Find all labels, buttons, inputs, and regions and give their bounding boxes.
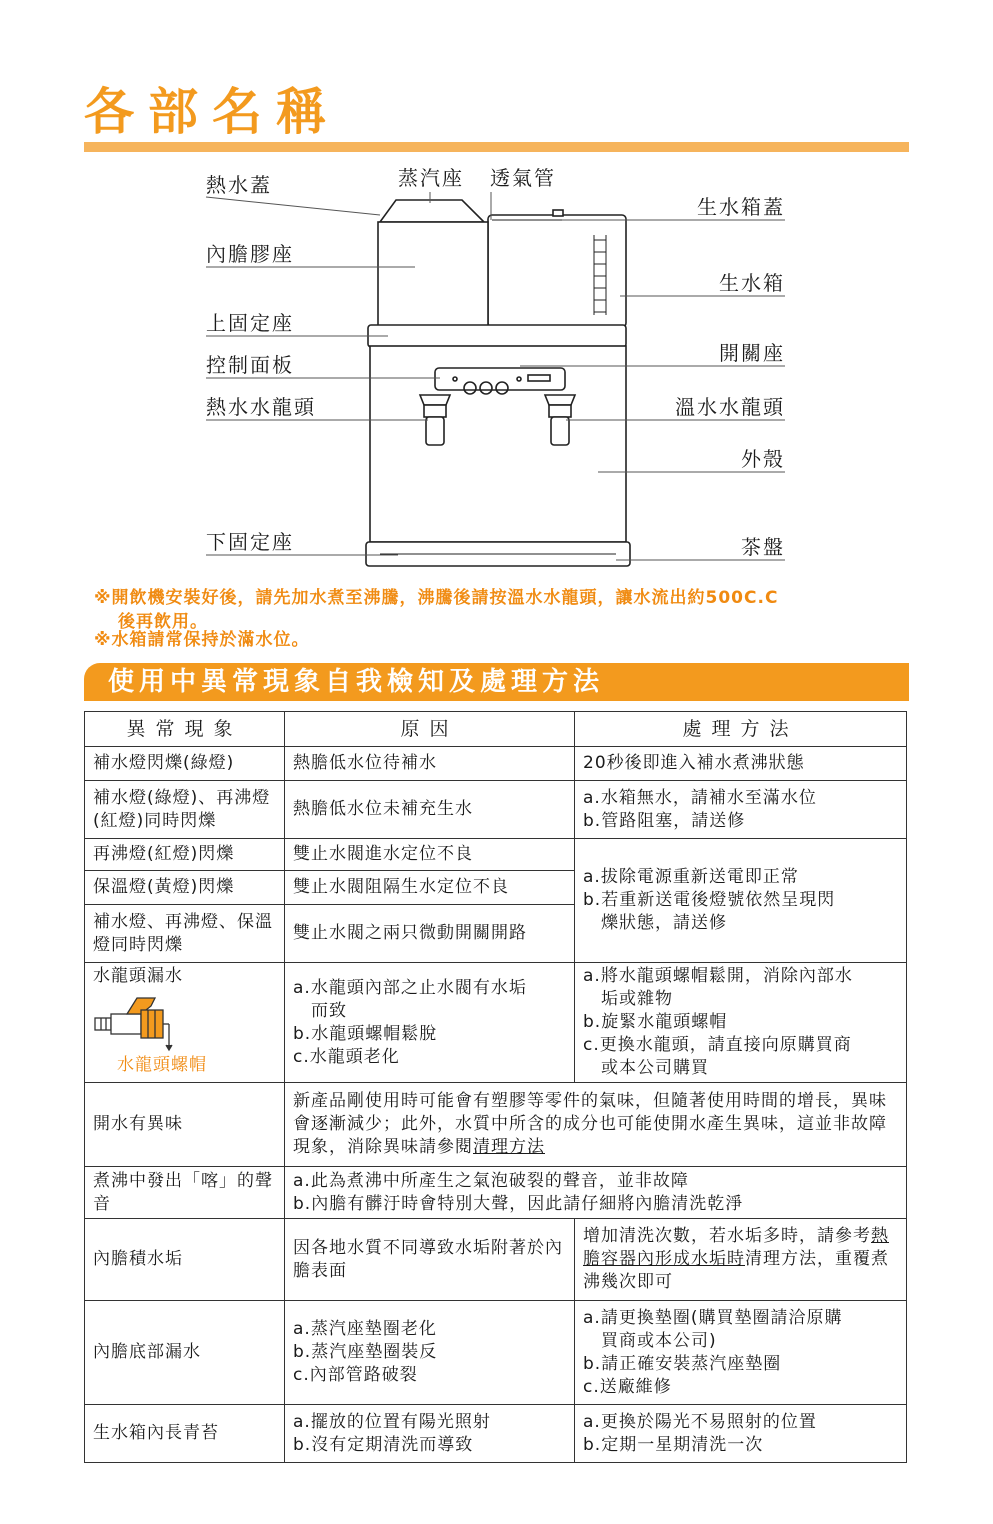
table-row xyxy=(85,963,907,1083)
cause-cell: 熱膽低水位待補水 xyxy=(285,747,575,781)
cause-a: a.擺放的位置有陽光照射 xyxy=(293,1411,491,1432)
solution-b: b.定期一星期清洗一次 xyxy=(583,1434,764,1455)
cause-cell: 熱膽低水位未補充生水 xyxy=(285,781,575,839)
cause-a: a.蒸汽座墊圈老化 xyxy=(293,1319,437,1339)
solution-pre: 增加清洗次數，若水垢多時，請參考 xyxy=(583,1226,871,1246)
solution-cell xyxy=(575,1405,907,1463)
symptom-cell: 補水燈、再沸燈、保溫燈同時閃爍 xyxy=(85,905,285,963)
label-water-tank: 生水箱 xyxy=(719,271,785,295)
solution-cell xyxy=(575,963,907,1083)
symptom-cell: 生水箱內長青苔 xyxy=(85,1405,285,1463)
label-control-panel: 控制面板 xyxy=(206,353,294,377)
label-switch-seat: 開關座 xyxy=(719,341,785,365)
symptom-cell: 煮沸中發出「喀」的聲音 xyxy=(85,1167,285,1219)
label-tank-lid: 生水箱蓋 xyxy=(697,195,785,219)
section-banner xyxy=(84,663,909,701)
solution-b-cont: 爍狀態，請送修 xyxy=(601,913,727,933)
symptom-cell: 內膽底部漏水 xyxy=(85,1301,285,1405)
label-hot-faucet: 熱水水龍頭 xyxy=(206,395,316,419)
cause-b: b.水龍頭螺帽鬆脫 xyxy=(293,1023,438,1044)
cause-cell xyxy=(285,963,575,1083)
solution-a: a.拔除電源重新送電即正常 xyxy=(583,867,799,887)
solution-a-cont: 垢或雜物 xyxy=(601,989,673,1009)
cause-cell: 雙止水閥進水定位不良 xyxy=(285,839,575,871)
solution-cell xyxy=(575,1219,907,1301)
cleaning-method-link[interactable]: 清理方法 xyxy=(473,1137,545,1157)
symptom-cell: 補水燈(綠燈)、再沸燈(紅燈)同時閃爍 xyxy=(85,781,285,839)
cause-cell: 雙止水閥阻隔生水定位不良 xyxy=(285,871,575,905)
cause-cell: 因各地水質不同導致水垢附著於內膽表面 xyxy=(285,1219,575,1301)
table-row xyxy=(85,781,907,839)
table-row xyxy=(85,1167,907,1219)
table-header-row xyxy=(85,712,907,747)
label-steam-seat: 蒸汽座 xyxy=(398,166,464,190)
symptom-cell: 補水燈閃爍(綠燈) xyxy=(85,747,285,781)
solution-a: a.將水龍頭螺帽鬆開，消除內部水 xyxy=(583,966,853,986)
page-title: 各部名稱 xyxy=(84,83,340,141)
note-1 xyxy=(94,586,778,634)
solution-a: a.水箱無水，請補水至滿水位 xyxy=(583,787,817,808)
solution-post: 清理方法，重覆煮沸幾次即可 xyxy=(583,1249,889,1292)
label-hot-water-lid: 熱水蓋 xyxy=(206,173,272,197)
cause-cell xyxy=(285,1301,575,1405)
solution-cell xyxy=(575,1301,907,1405)
cause-solution-cell xyxy=(285,1167,907,1219)
solution-a-cont: 買商或本公司) xyxy=(601,1330,717,1351)
faucet-nut-illustration xyxy=(93,992,203,1054)
explanation-b: b.內膽有髒汙時會特別大聲，因此請仔細將內膽清洗乾淨 xyxy=(293,1193,744,1214)
label-warm-faucet: 溫水水龍頭 xyxy=(675,395,785,419)
cause-a: a.水龍頭內部之止水閥有水垢 xyxy=(293,977,527,998)
section-title: 使用中異常現象自我檢知及處理方法 xyxy=(108,667,605,697)
symptom-text: 水龍頭漏水 xyxy=(93,966,183,986)
solution-b: b.若重新送電後燈號依然呈現閃 xyxy=(583,890,836,910)
label-tray: 茶盤 xyxy=(741,535,785,559)
table-row xyxy=(85,747,907,781)
symptom-cell: 內膽積水垢 xyxy=(85,1219,285,1301)
note-1-line-2: 後再飲用。 xyxy=(118,612,208,632)
explanation-a: a.此為煮沸中所產生之氣泡破裂的聲音，並非故障 xyxy=(293,1170,689,1191)
label-vent-pipe: 透氣管 xyxy=(490,166,556,190)
solution-b: b.請正確安裝蒸汽座墊圈 xyxy=(583,1353,782,1374)
solution-c-cont: 或本公司購買 xyxy=(601,1058,709,1078)
cause-c: c.水龍頭老化 xyxy=(293,1046,400,1067)
header-cause: 原因 xyxy=(285,712,575,747)
cause-solution-cell xyxy=(285,1083,907,1167)
solution-a: a.更換於陽光不易照射的位置 xyxy=(583,1411,817,1432)
table-row xyxy=(85,1219,907,1301)
symptom-cell: 保溫燈(黃燈)閃爍 xyxy=(85,871,285,905)
header-symptom: 異常現象 xyxy=(85,712,285,747)
odor-explanation: 新產品剛使用時可能會有塑膠等零件的氣味，但隨著使用時間的增長，異味會逐漸減少；此外，水質中所含的成分也可能使開水產生異味，這並非故障現象，消除異味請參閱 xyxy=(293,1091,887,1157)
cause-a-cont: 而致 xyxy=(311,1000,347,1021)
note-1-line-1: ※開飲機安裝好後，請先加水煮至沸騰，沸騰後請按溫水水龍頭，讓水流出約500C.C xyxy=(94,588,779,608)
solution-a: a.請更換墊圈(購買墊圈請洽原購 xyxy=(583,1307,843,1328)
solution-cell: 20秒後即進入補水煮沸狀態 xyxy=(575,747,907,781)
cause-cell xyxy=(285,1405,575,1463)
solution-c: c.更換水龍頭，請直接向原購買商 xyxy=(583,1035,852,1055)
cause-b: b.沒有定期清洗而導致 xyxy=(293,1434,474,1455)
label-lower-seat: 下固定座 xyxy=(206,530,294,554)
solution-b: b.旋緊水龍頭螺帽 xyxy=(583,1012,728,1032)
solution-c: c.送廠維修 xyxy=(583,1376,672,1397)
note-2: ※水箱請常保持於滿水位。 xyxy=(94,630,310,650)
label-inner-seal: 內膽膠座 xyxy=(206,242,294,266)
water-dispenser-drawing xyxy=(0,0,993,600)
label-housing: 外殼 xyxy=(741,447,785,471)
scale-cleaning-link[interactable]: 熱膽容器內形成水垢時 xyxy=(583,1226,889,1269)
faucet-nut-label: 水龍頭螺帽 xyxy=(117,1055,207,1075)
solution-b: b.管路阻塞，請送修 xyxy=(583,810,746,831)
symptom-cell: 開水有異味 xyxy=(85,1083,285,1167)
label-upper-seat: 上固定座 xyxy=(206,311,294,335)
troubleshooting-table xyxy=(84,711,907,1463)
table-row xyxy=(85,1405,907,1463)
cause-c: c.內部管路破裂 xyxy=(293,1365,418,1385)
cause-cell: 雙止水閥之兩只微動開關開路 xyxy=(285,905,575,963)
solution-cell xyxy=(575,781,907,839)
symptom-cell: 再沸燈(紅燈)閃爍 xyxy=(85,839,285,871)
symptom-cell xyxy=(85,963,285,1083)
table-row xyxy=(85,1083,907,1167)
header-solution: 處理方法 xyxy=(575,712,907,747)
table-row xyxy=(85,839,907,871)
cause-b: b.蒸汽座墊圈裝反 xyxy=(293,1342,438,1362)
solution-cell xyxy=(575,839,907,963)
table-row xyxy=(85,1301,907,1405)
